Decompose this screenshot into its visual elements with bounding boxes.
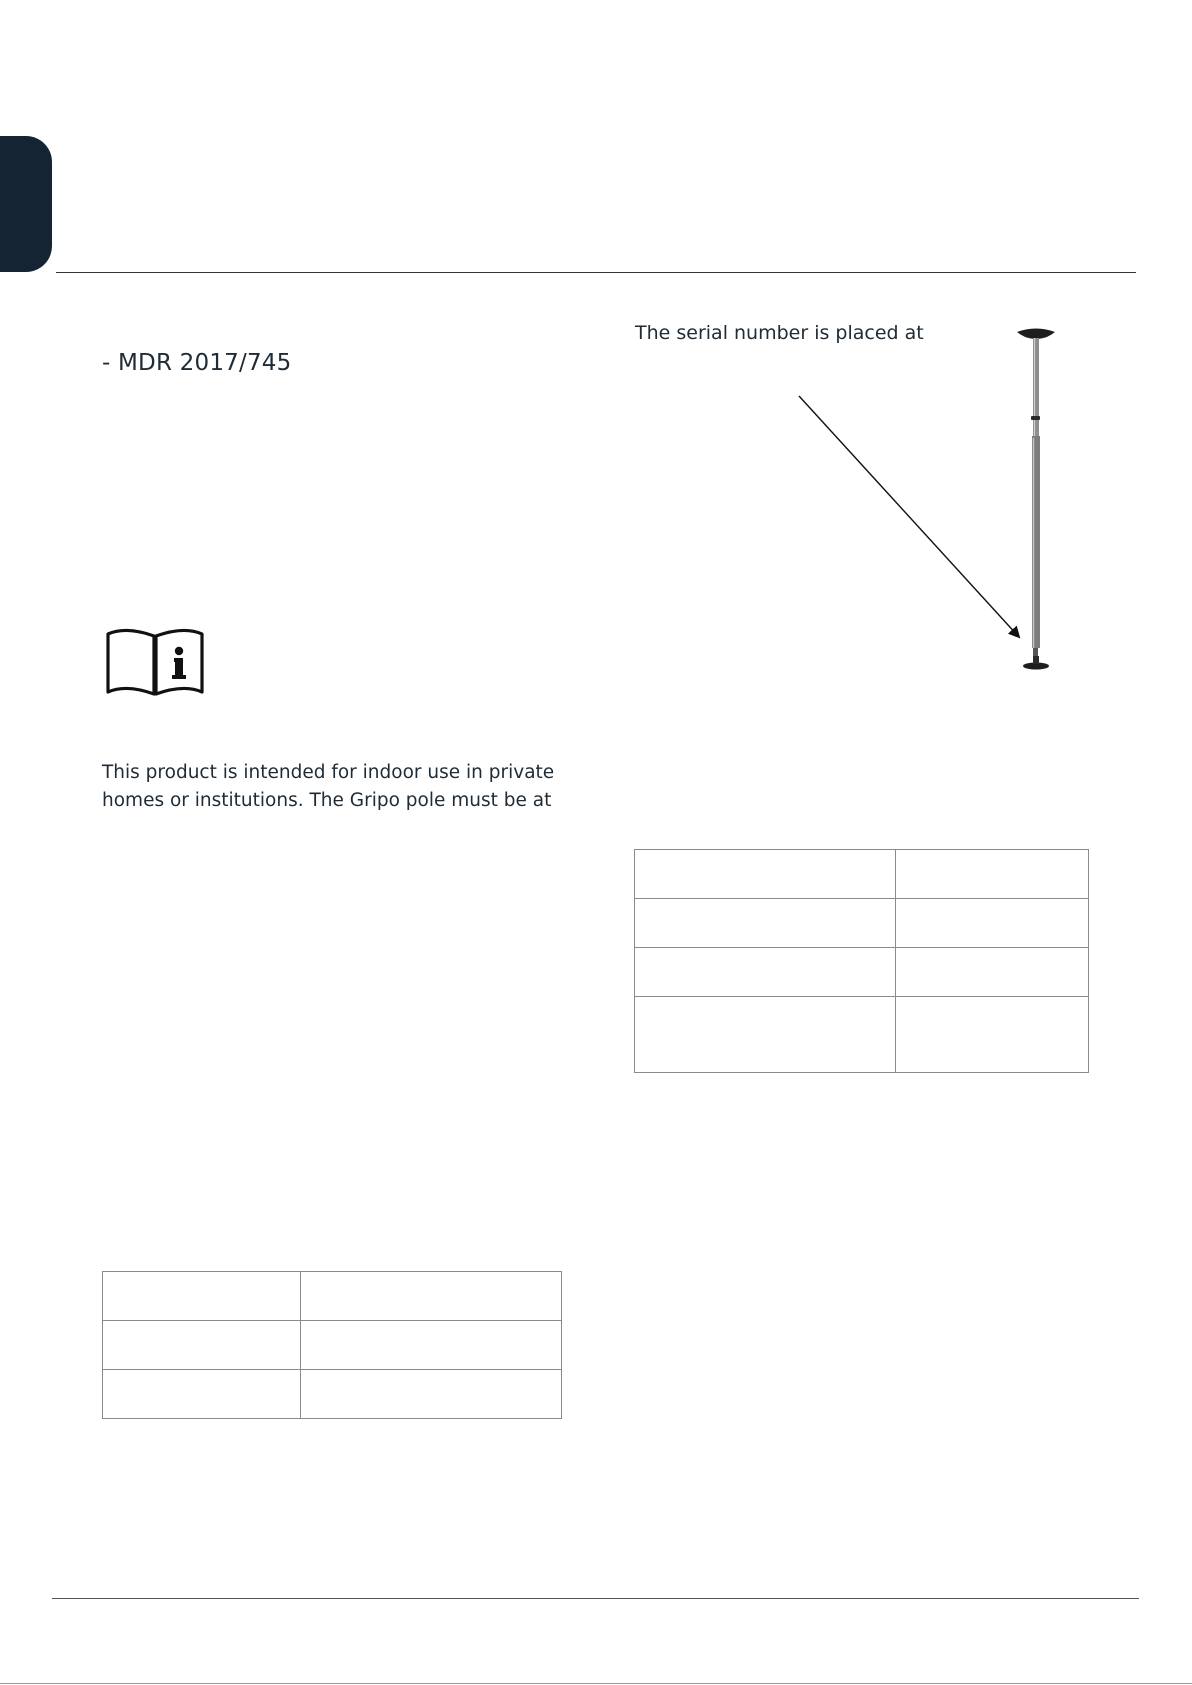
table-row	[635, 997, 1089, 1073]
table-row	[103, 1370, 562, 1419]
table-cell	[103, 1321, 301, 1370]
intended-use-line: homes or institutions. The Gripo pole must be at	[102, 790, 552, 811]
table-cell	[896, 948, 1089, 997]
table-row	[103, 1321, 562, 1370]
intended-use-paragraph	[102, 759, 572, 815]
gripo-pole-illustration	[790, 320, 1070, 680]
page-edge-divider	[0, 1683, 1192, 1684]
table-cell	[635, 948, 896, 997]
table-cell	[896, 899, 1089, 948]
table-cell	[301, 1370, 562, 1419]
table-cell	[301, 1321, 562, 1370]
serial-number-text: The serial number is placed at	[635, 322, 924, 344]
intended-use-line: This product is intended for indoor use in private	[102, 762, 555, 783]
table-row	[635, 850, 1089, 899]
regulation-text: - MDR 2017/745	[102, 350, 292, 376]
table-row	[635, 948, 1089, 997]
table-cell	[635, 899, 896, 948]
table-cell	[301, 1272, 562, 1321]
table-cell	[103, 1272, 301, 1321]
consult-instructions-icon	[104, 624, 206, 696]
footer-divider	[52, 1598, 1139, 1599]
table-cell	[103, 1370, 301, 1419]
header-divider	[56, 272, 1136, 273]
table-row	[103, 1272, 562, 1321]
table-row	[635, 899, 1089, 948]
table-cell	[896, 850, 1089, 899]
specification-table-right	[634, 849, 1089, 1073]
table-cell	[635, 997, 896, 1073]
chapter-tab	[0, 136, 52, 272]
table-cell	[896, 997, 1089, 1073]
table-cell	[635, 850, 896, 899]
specification-table-left	[102, 1271, 562, 1419]
